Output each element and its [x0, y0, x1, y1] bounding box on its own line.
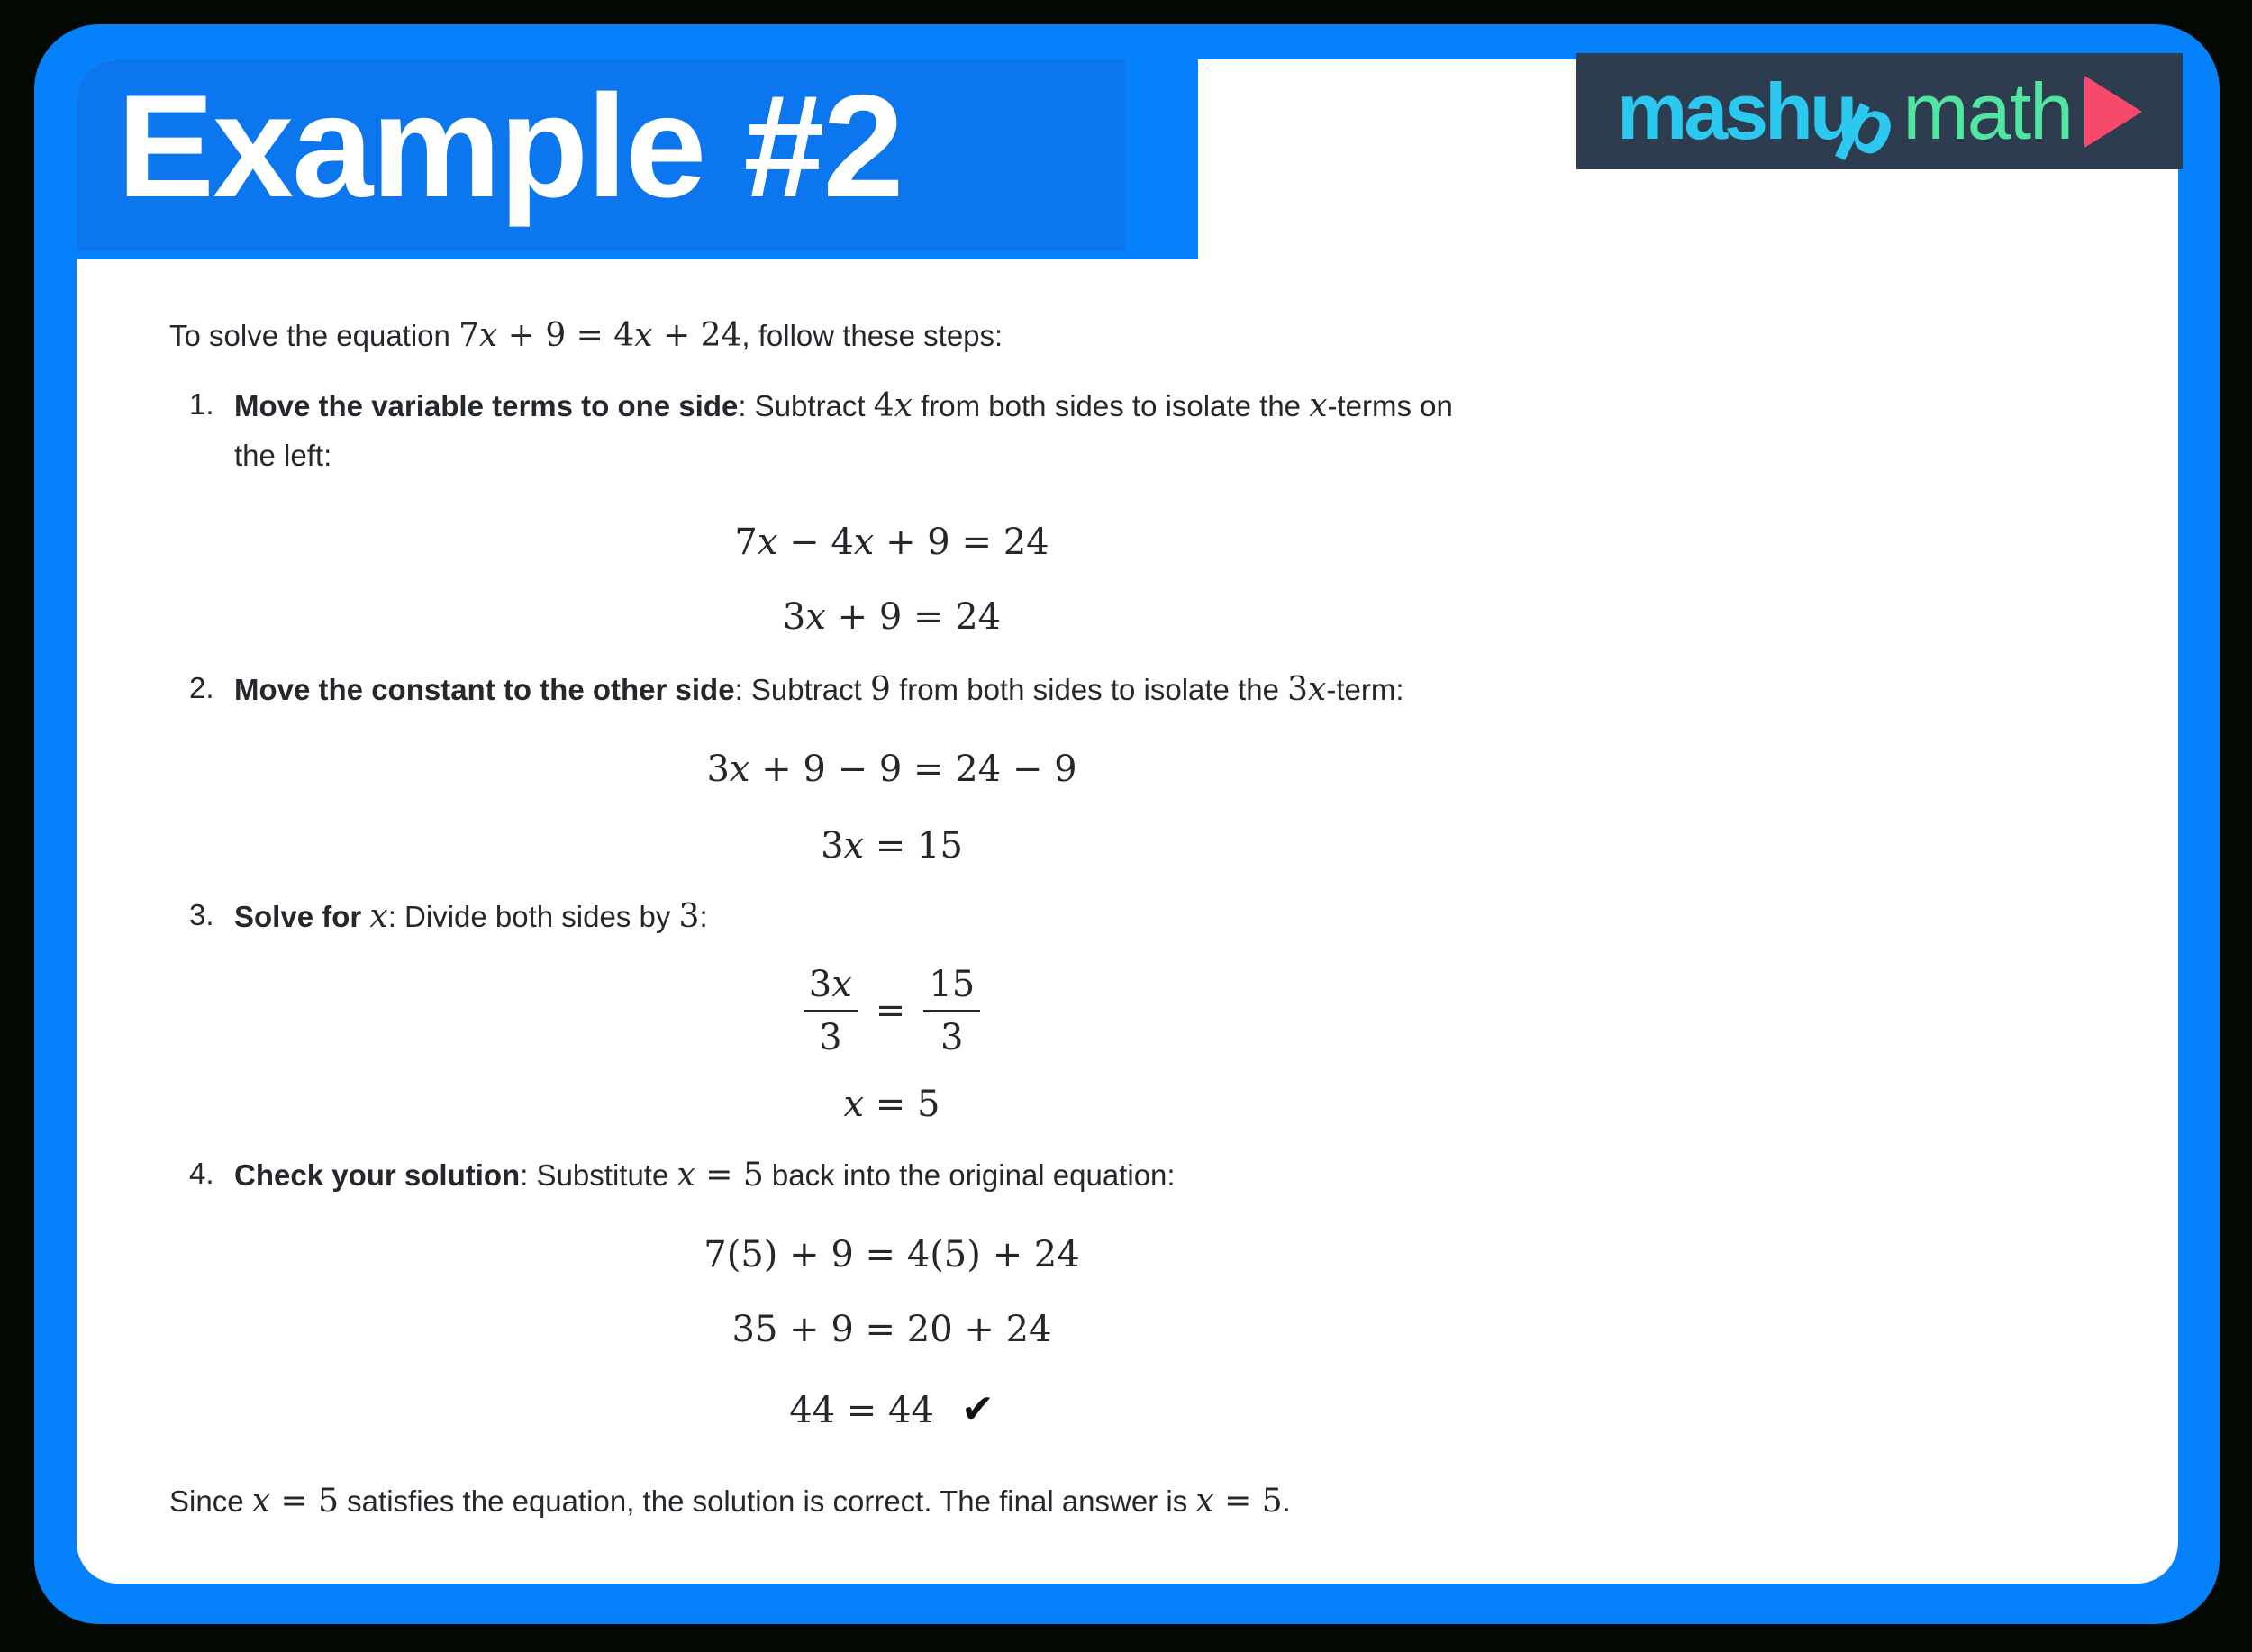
fraction-denominator: 3	[940, 1017, 964, 1058]
step-item-3	[169, 894, 1614, 939]
logo-text-math: math	[1902, 66, 2073, 156]
brand-logo	[1576, 53, 2183, 175]
step-text: Move the constant to the other side: Subtract 9 from both sides to isolate the 3x-term:	[234, 671, 1404, 708]
step-text: Solve for x: Divide both sides by 3:	[234, 898, 708, 935]
equals-sign: =	[875, 989, 906, 1031]
closing-text: Since x = 5 satisfies the equation, the solution is correct. The final answer is x = 5.	[169, 1483, 1291, 1520]
step-item-1	[169, 384, 1614, 429]
equation-step1-line2: 3x + 9 = 24	[782, 596, 1002, 638]
step-text: Move the variable terms to one side: Subtract 4x from both sides to isolate the x-terms on	[234, 387, 1453, 424]
equation-step3-result: x = 5	[843, 1084, 940, 1125]
step-text: Check your solution: Substitute x = 5 back into the original equation:	[234, 1157, 1176, 1194]
step-item-1-continued	[169, 435, 1614, 477]
content-card	[77, 59, 2178, 1584]
equation-step2-line1: 3x + 9 − 9 = 24 − 9	[706, 749, 1077, 790]
page-title: Example #2	[117, 65, 903, 228]
equation-check-line2: 35 + 9 = 20 + 24	[731, 1309, 1052, 1350]
equation-step2-line2: 3x = 15	[821, 825, 963, 867]
fraction-numerator: 15	[929, 964, 976, 1005]
equation-check-line3: 44 = 44 ✔	[789, 1386, 994, 1432]
intro-text: To solve the equation 7x + 9 = 4x + 24, follow these steps:	[169, 317, 1003, 354]
fraction-left	[804, 964, 858, 1058]
step-number: 4.	[189, 1157, 214, 1190]
fraction-numerator: 3x	[808, 964, 852, 1005]
step-number: 2.	[189, 671, 214, 704]
logo-letter-p: p	[1829, 73, 1912, 175]
equation-check-line1: 7(5) + 9 = 4(5) + 24	[704, 1234, 1080, 1275]
fraction-right	[923, 964, 980, 1058]
play-icon	[2084, 76, 2142, 148]
fraction-denominator: 3	[819, 1017, 842, 1058]
step-item-4	[169, 1153, 1614, 1198]
step-text: the left:	[234, 439, 332, 472]
step-item-2	[169, 667, 1614, 713]
logo-text-mashu: mashu	[1616, 66, 1855, 156]
equation-step1-line1: 7x − 4x + 9 = 24	[734, 522, 1049, 563]
fraction-equation	[169, 964, 1614, 1058]
step-number: 1.	[189, 387, 214, 421]
step-number: 3.	[189, 898, 214, 931]
